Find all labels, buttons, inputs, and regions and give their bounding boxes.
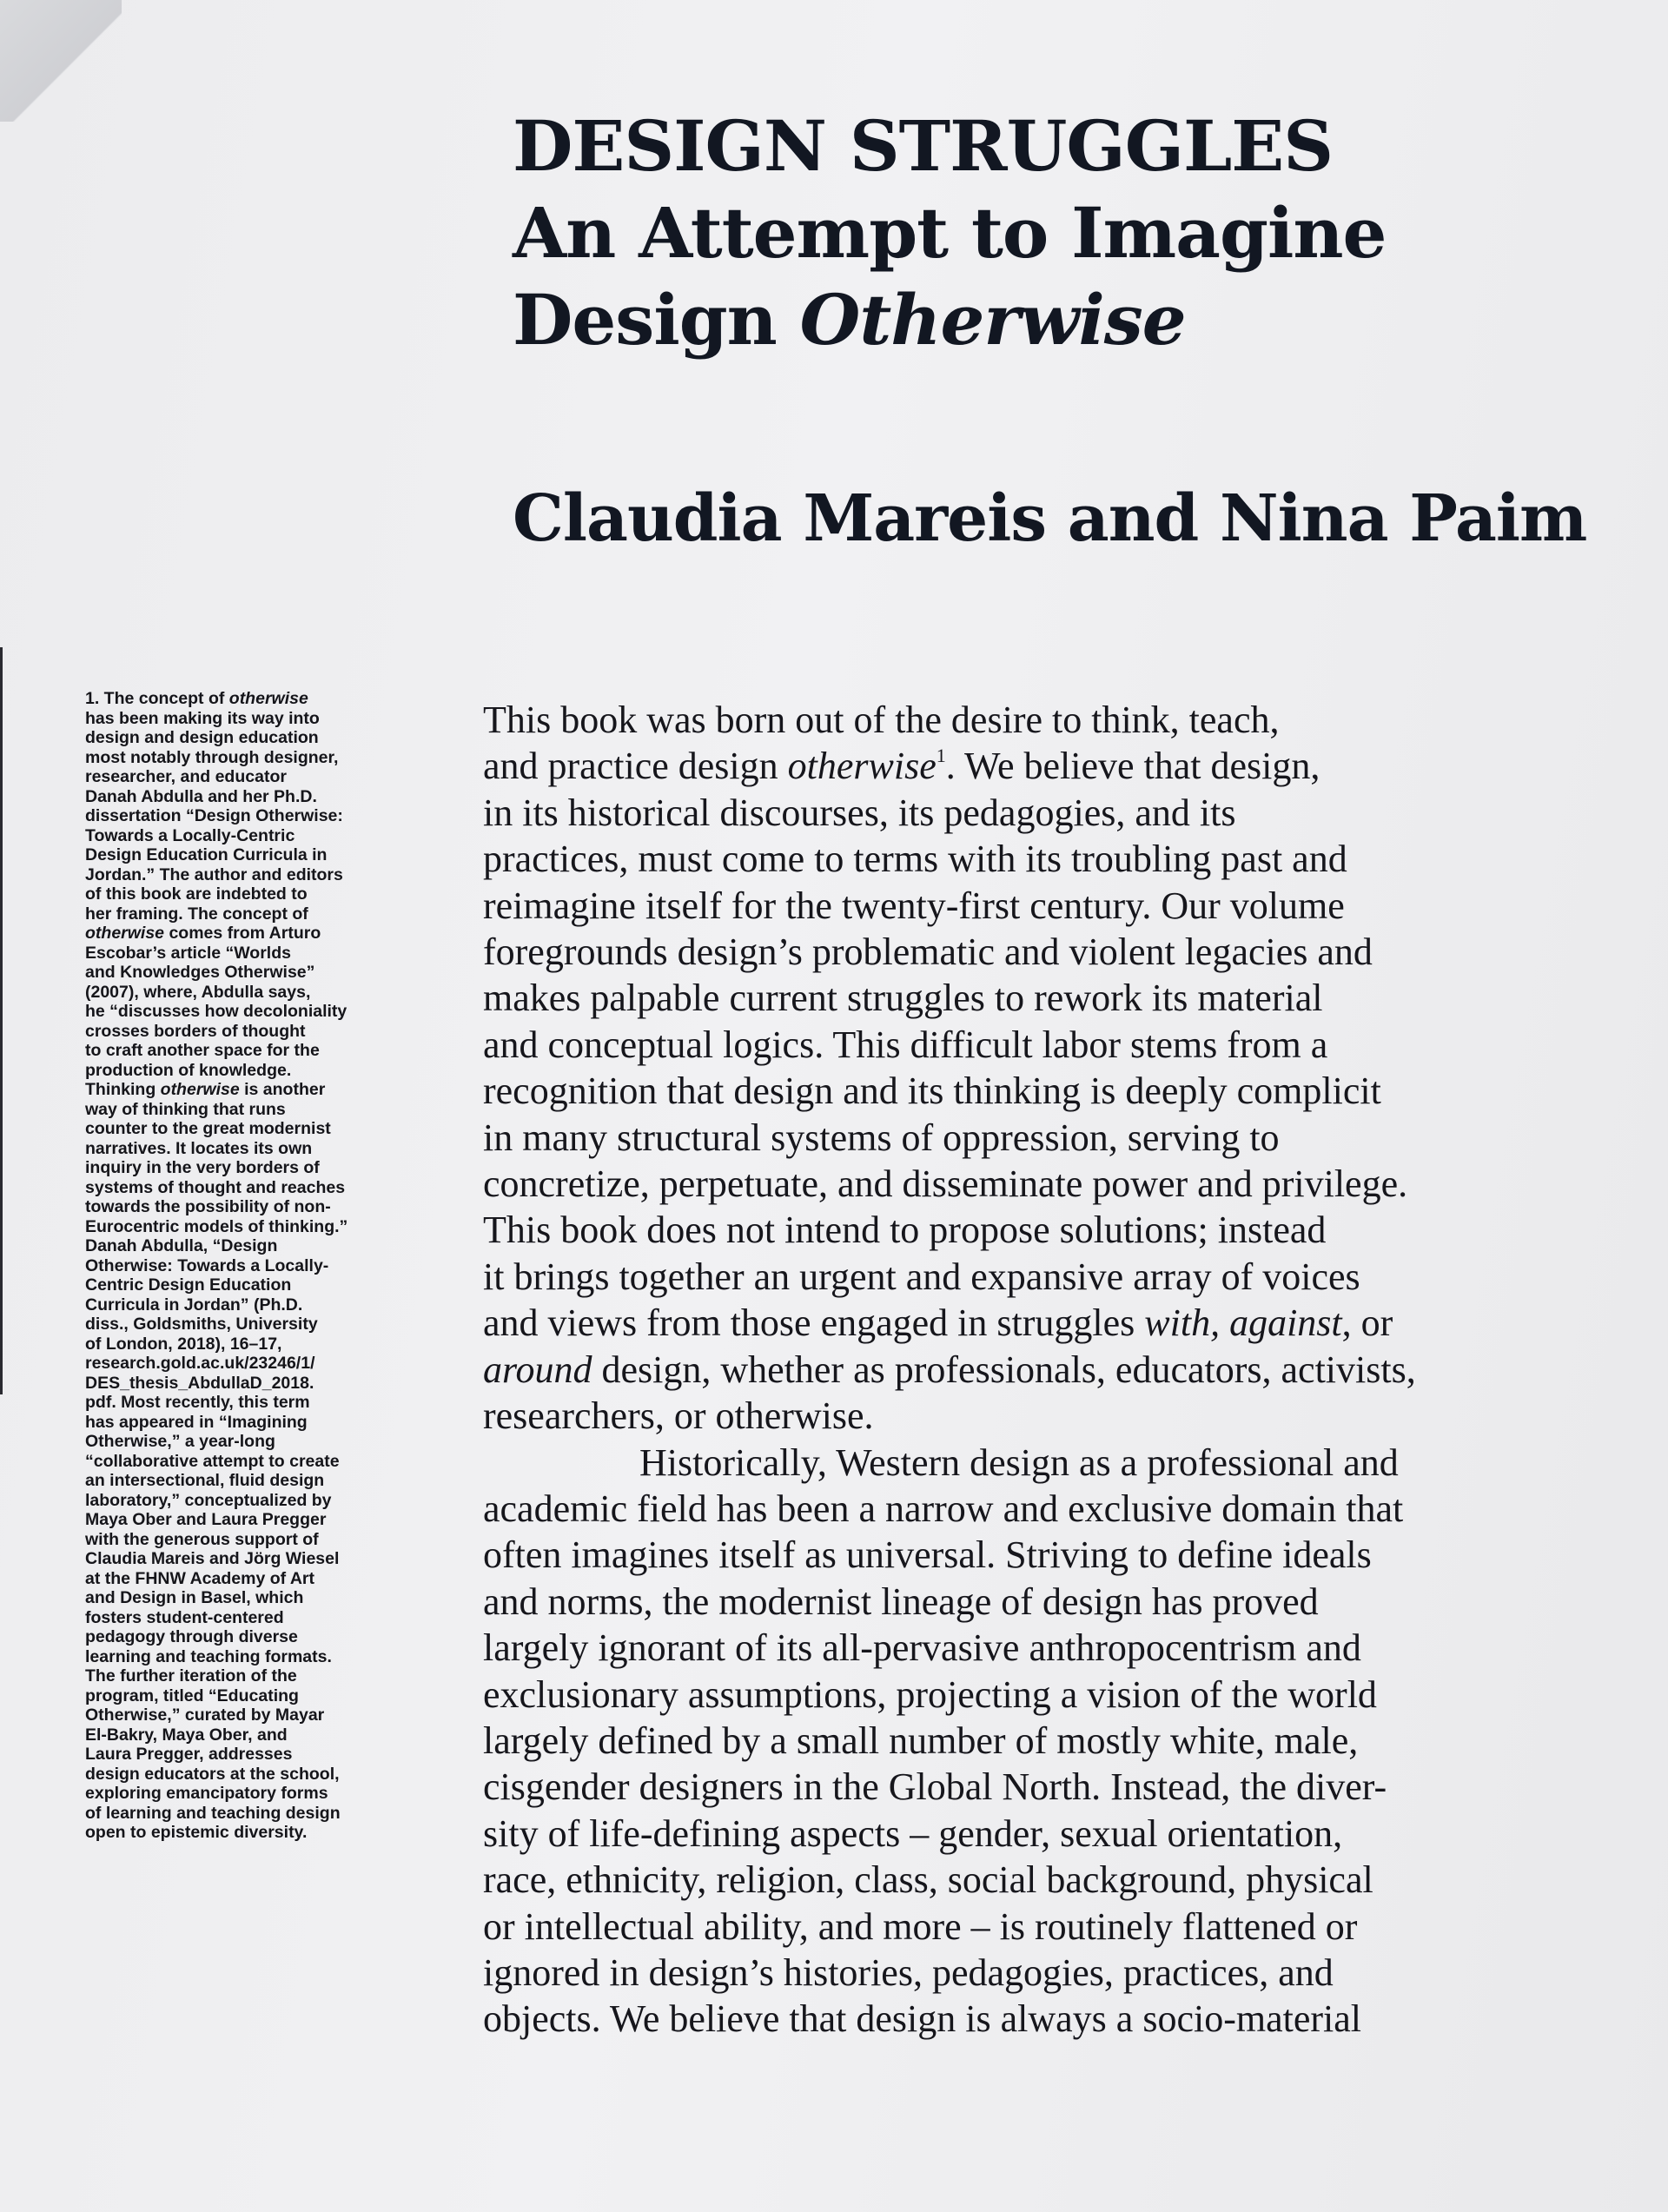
title-line-3-regular: Design	[513, 279, 800, 361]
text-segment: objects. We believe that design is always a socio-material	[483, 1997, 1361, 2041]
text-segment: El-Bakry, Maya Ober, and	[85, 1725, 288, 1745]
text-segment: DES_thesis_AbdullaD_2018.	[85, 1373, 314, 1393]
footnote-line	[85, 1608, 414, 1628]
footnote-line	[85, 1393, 414, 1413]
italic-text: around	[483, 1348, 592, 1391]
body-text	[483, 697, 1604, 2043]
body-line	[483, 1347, 1604, 1393]
text-segment: laboratory,” conceptualized by	[85, 1490, 332, 1510]
footnote-line	[85, 1823, 414, 1843]
text-segment: Escobar’s article “Worlds	[85, 943, 291, 963]
footnote-line	[85, 1217, 414, 1237]
body-line	[483, 929, 1604, 975]
title-line-2: An Attempt to Imagine	[513, 192, 1387, 274]
text-segment: exploring emancipatory forms	[85, 1784, 328, 1803]
text-segment: Laura Pregger, addresses	[85, 1745, 293, 1764]
footnote-line	[85, 1530, 414, 1550]
text-segment: recognition that design and its thinking is deeply complicit	[483, 1070, 1381, 1113]
text-segment: or intellectual ability, and more – is routinely flattened or	[483, 1904, 1358, 1948]
text-segment: Danah Abdulla and her Ph.D.	[85, 786, 317, 806]
italic-text: otherwise	[228, 689, 308, 708]
footnote-line	[85, 1334, 414, 1354]
text-segment: comes from Arturo	[164, 924, 321, 943]
text-segment: “collaborative attempt to create	[85, 1451, 340, 1471]
text-segment: design educators at the school,	[85, 1764, 340, 1784]
text-segment: sity of life-defining aspects – gender, sexual orientation,	[483, 1811, 1343, 1855]
body-line	[483, 1764, 1604, 1810]
footnote-line	[85, 944, 414, 964]
text-segment: crosses borders of thought	[85, 1021, 306, 1041]
footnote-line	[85, 1354, 414, 1374]
text-segment: 1. The concept of	[85, 689, 229, 708]
text-segment: cisgender designers in the Global North. Instead, the diver-	[483, 1765, 1387, 1809]
footnote-line	[85, 1510, 414, 1530]
text-segment: dissertation “Design Otherwise:	[85, 806, 343, 825]
text-segment: design, whether as professionals, educators, activists,	[592, 1348, 1416, 1391]
footnote-line	[85, 1178, 414, 1198]
text-segment: way of thinking that runs	[85, 1099, 286, 1119]
text-segment: practices, must come to terms with its troubling past and	[483, 838, 1347, 881]
title-line-3-italic: Otherwise	[799, 279, 1186, 361]
text-segment: has appeared in “Imagining	[85, 1412, 308, 1432]
title-line-1: DESIGN STRUGGLES	[513, 105, 1334, 187]
body-line	[483, 790, 1604, 836]
margin-rule	[0, 647, 3, 1394]
text-segment: and norms, the modernist lineage of design has proved	[483, 1580, 1319, 1623]
body-line	[483, 1207, 1604, 1253]
text-segment: Eurocentric models of thinking.”	[85, 1216, 348, 1236]
text-segment: her framing. The concept of	[85, 904, 308, 924]
text-segment: Otherwise,” a year-long	[85, 1432, 275, 1451]
footnote-line	[85, 1315, 414, 1334]
text-segment: open to epistemic diversity.	[85, 1823, 308, 1842]
text-segment: of London, 2018), 16–17,	[85, 1334, 282, 1354]
footnote-line	[85, 1804, 414, 1824]
text-segment: race, ethnicity, religion, class, social background, physical	[483, 1858, 1373, 1902]
text-segment: largely ignorant of its all-pervasive anthropocentrism and	[483, 1626, 1361, 1670]
body-line	[483, 1068, 1604, 1114]
body-line	[483, 743, 1604, 789]
body-line	[483, 1254, 1604, 1300]
text-segment: fosters student-centered	[85, 1607, 284, 1627]
footnote-line	[85, 826, 414, 846]
page-corner	[0, 0, 122, 122]
footnote-line	[85, 1588, 414, 1608]
body-line	[483, 1811, 1604, 1857]
body-line	[483, 1579, 1604, 1625]
text-segment: at the FHNW Academy of Art	[85, 1568, 314, 1588]
text-segment: Historically, Western design as a professional and	[639, 1440, 1399, 1484]
footnote-line	[85, 709, 414, 729]
body-line	[483, 1718, 1604, 1764]
text-segment: ignored in design’s histories, pedagogies, practices, and	[483, 1950, 1334, 1994]
text-segment: in its historical discourses, its pedagogies, and its	[483, 791, 1236, 834]
footnote-line	[85, 1725, 414, 1745]
text-segment: This book does not intend to propose solutions; instead	[483, 1209, 1327, 1252]
text-segment: of this book are indebted to	[85, 884, 308, 904]
text-segment: systems of thought and reaches	[85, 1177, 346, 1197]
text-segment: Centric Design Education	[85, 1275, 292, 1295]
text-segment: to craft another space for the	[85, 1041, 320, 1060]
footnote-line	[85, 1041, 414, 1061]
footnote-line	[85, 1119, 414, 1139]
text-segment: pedagogy through diverse	[85, 1627, 298, 1646]
text-segment: counter to the great modernist	[85, 1119, 331, 1138]
text-segment: makes palpable current struggles to rework its material	[483, 977, 1323, 1020]
footnote-line	[85, 1236, 414, 1256]
text-segment: and conceptual logics. This difficult labor stems from a	[483, 1023, 1328, 1066]
italic-text: otherwise	[160, 1080, 240, 1099]
footnote-line	[85, 1158, 414, 1178]
text-segment: This book was born out of the desire to think, teach,	[483, 699, 1280, 741]
body-line	[483, 1393, 1604, 1439]
title-line-3	[513, 276, 1642, 363]
italic-text: otherwise	[85, 924, 165, 943]
text-segment: often imagines itself as universal. Striving to define ideals	[483, 1533, 1372, 1577]
text-segment: Thinking	[85, 1080, 161, 1099]
text-segment: Otherwise: Towards a Locally-	[85, 1255, 329, 1275]
text-segment: design and design education	[85, 728, 319, 747]
text-segment: Design Education Curricula in	[85, 845, 328, 864]
text-segment: and practice design	[483, 745, 788, 788]
footnote-line	[85, 1275, 414, 1295]
text-segment: concretize, perpetuate, and disseminate power and privilege.	[483, 1162, 1408, 1206]
text-segment: academic field has been a narrow and exclusive domain that	[483, 1487, 1404, 1530]
text-segment: researcher, and educator	[85, 767, 287, 786]
body-line	[483, 1996, 1604, 2042]
footnote-line	[85, 787, 414, 807]
body-line	[483, 1904, 1604, 1950]
footnote-line	[85, 1100, 414, 1120]
footnote-line	[85, 1705, 414, 1725]
footnote-line	[85, 1139, 414, 1159]
text-segment: pdf. Most recently, this term	[85, 1393, 310, 1412]
footnote-line	[85, 1491, 414, 1511]
text-segment: and Knowledges Otherwise”	[85, 963, 315, 982]
footnote-line	[85, 1022, 414, 1042]
text-segment: and views from those engaged in struggles	[483, 1301, 1145, 1345]
text-segment: reimagine itself for the twenty-first century. Our volume	[483, 884, 1345, 927]
text-segment: Otherwise,” curated by Mayar	[85, 1705, 325, 1725]
footnote-line	[85, 983, 414, 1003]
footnote-line	[85, 1197, 414, 1217]
chapter-authors: Claudia Mareis and Nina Paim	[513, 481, 1587, 556]
text-segment: it brings together an urgent and expansive array of voices	[483, 1255, 1360, 1298]
text-segment: The further iteration of the	[85, 1666, 297, 1685]
footnote-line	[85, 1686, 414, 1706]
text-segment: in many structural systems of oppression, serving to	[483, 1116, 1280, 1159]
footnote-line	[85, 1569, 414, 1589]
italic-text: with, against	[1144, 1301, 1342, 1345]
footnote-line	[85, 845, 414, 865]
text-segment: Danah Abdulla, “Design	[85, 1236, 278, 1255]
footnote-line	[85, 1413, 414, 1433]
body-line	[483, 1161, 1604, 1207]
footnote-line	[85, 1666, 414, 1686]
body-line	[483, 1440, 1604, 1486]
text-segment: and Design in Basel, which	[85, 1588, 304, 1607]
footnote-line	[85, 1002, 414, 1022]
body-line	[483, 1950, 1604, 1996]
text-segment: Curricula in Jordan” (Ph.D.	[85, 1295, 303, 1315]
text-segment: he “discusses how decoloniality	[85, 1002, 348, 1021]
text-segment: exclusionary assumptions, projecting a vision of the world	[483, 1672, 1377, 1716]
text-segment: Towards a Locally-Centric	[85, 825, 295, 845]
text-segment: inquiry in the very borders of	[85, 1158, 320, 1177]
footnote-line	[85, 728, 414, 748]
footnote-line	[85, 767, 414, 787]
text-segment: diss., Goldsmiths, University	[85, 1315, 318, 1334]
footnote-line	[85, 1080, 414, 1100]
footnote-line	[85, 748, 414, 768]
body-line	[483, 883, 1604, 929]
body-line	[483, 1625, 1604, 1671]
body-line	[483, 1672, 1604, 1718]
text-segment: most notably through designer,	[85, 747, 339, 767]
body-line	[483, 1532, 1604, 1578]
footnote-line	[85, 1452, 414, 1472]
italic-text: otherwise	[787, 745, 937, 788]
body-line	[483, 836, 1604, 882]
text-segment: towards the possibility of non-	[85, 1197, 331, 1216]
text-segment: narratives. It locates its own	[85, 1138, 313, 1158]
footnote-line	[85, 1647, 414, 1667]
footnote-line	[85, 924, 414, 944]
text-segment: researchers, or otherwise.	[483, 1394, 874, 1438]
body-line	[483, 1857, 1604, 1903]
text-segment: . We believe that design,	[945, 745, 1320, 788]
text-segment: with the generous support of	[85, 1529, 319, 1549]
chapter-title	[513, 103, 1642, 363]
text-segment: an intersectional, fluid design	[85, 1471, 325, 1490]
text-segment: learning and teaching formats.	[85, 1646, 332, 1666]
footnote-line	[85, 1549, 414, 1569]
text-segment: Jordan.” The author and editors	[85, 864, 343, 884]
text-segment: Maya Ober and Laura Pregger	[85, 1510, 327, 1529]
body-line	[483, 697, 1604, 743]
text-segment: program, titled “Educating	[85, 1685, 299, 1705]
footnote-line	[85, 1061, 414, 1081]
text-segment: has been making its way into	[85, 708, 320, 728]
footnote-line	[85, 1627, 414, 1647]
footnote-line	[85, 963, 414, 983]
footnote-line	[85, 904, 414, 924]
text-segment: (2007), where, Abdulla says,	[85, 982, 311, 1002]
footnote-line	[85, 689, 414, 709]
text-segment: foregrounds design’s problematic and violent legacies and	[483, 930, 1373, 974]
text-segment: , or	[1341, 1301, 1393, 1345]
body-line	[483, 1300, 1604, 1346]
body-line	[483, 975, 1604, 1021]
footnote-line	[85, 1471, 414, 1491]
text-segment: of learning and teaching design	[85, 1803, 341, 1823]
footnote-line	[85, 1784, 414, 1804]
body-line	[483, 1115, 1604, 1161]
text-segment: research.gold.ac.uk/23246/1/	[85, 1354, 315, 1373]
footnote-line	[85, 1374, 414, 1394]
footnote	[85, 689, 414, 1843]
footnote-line	[85, 806, 414, 826]
text-segment: largely defined by a small number of mostly white, male,	[483, 1719, 1359, 1762]
text-segment: is another	[239, 1080, 326, 1099]
footnote-line	[85, 1432, 414, 1452]
footnote-line	[85, 1765, 414, 1785]
footnote-line	[85, 1256, 414, 1276]
footnote-line	[85, 884, 414, 904]
body-line	[483, 1022, 1604, 1068]
body-line	[483, 1486, 1604, 1532]
footnote-line	[85, 1295, 414, 1315]
footnote-line	[85, 1745, 414, 1765]
text-segment: production of knowledge.	[85, 1060, 292, 1080]
footnote-reference: 1	[936, 744, 946, 766]
text-segment: Claudia Mareis and Jörg Wiesel	[85, 1549, 340, 1568]
footnote-line	[85, 865, 414, 885]
